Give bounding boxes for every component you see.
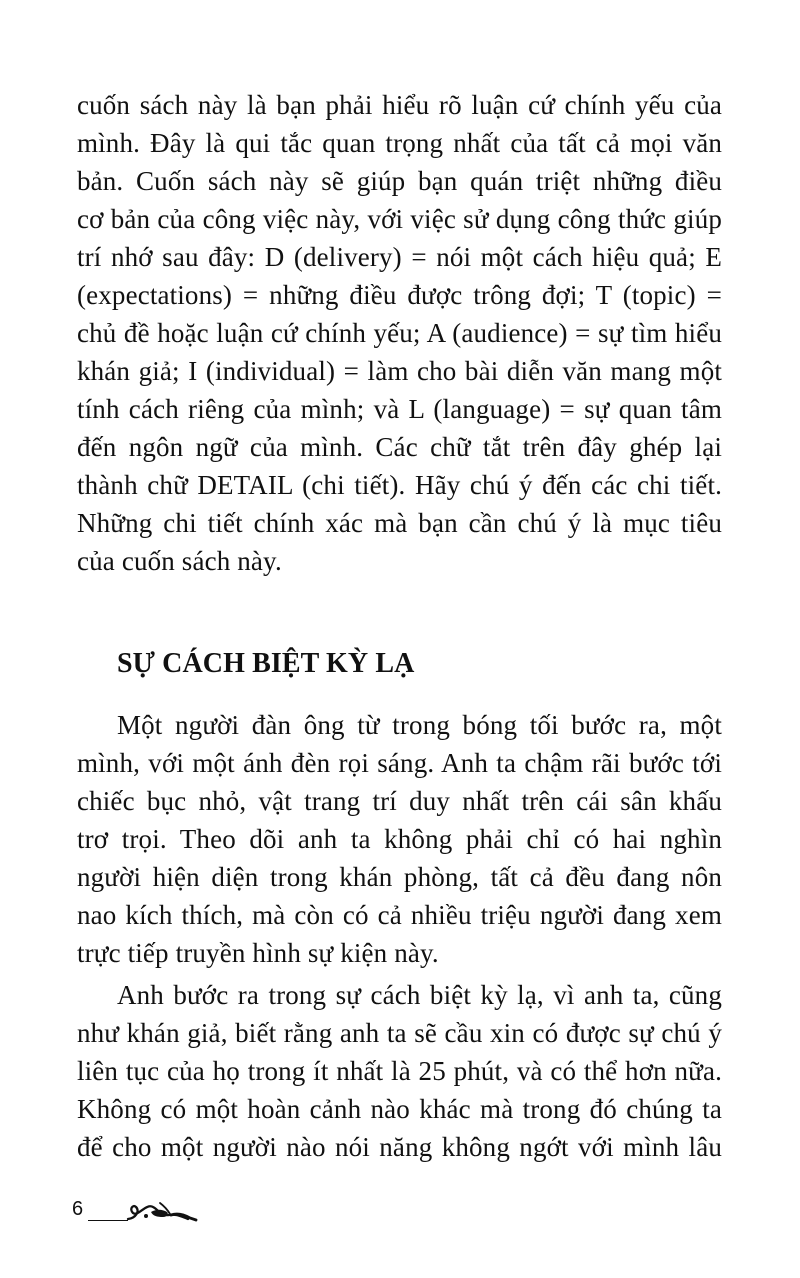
body-line: thành chữ DETAIL (chi tiết). Hãy chú ý đến các chi tiết. [77,470,722,500]
paragraph-two-line: liên tục của họ trong ít nhất là 25 phút, và có thể hơn nữa. [77,1056,722,1086]
body-line: tính cách riêng của mình; và L (language) = sự quan tâm [77,394,722,424]
paragraph-one-line: chiếc bục nhỏ, vật trang trí duy nhất trên cái sân khấu [77,786,722,816]
paragraph-one-line: người hiện diện trong khán phòng, tất cả đều đang nôn [77,862,722,892]
body-line: cuốn sách này là bạn phải hiểu rõ luận cứ chính yếu của [77,90,722,120]
body-line: (expectations) = những điều được trông đợi; T (topic) = [77,280,722,310]
body-line: Những chi tiết chính xác mà bạn cần chú ý là mục tiêu [77,508,722,538]
body-line: của cuốn sách này. [77,546,282,576]
paragraph-two-line: Anh bước ra trong sự cách biệt kỳ lạ, vì anh ta, cũng [117,980,722,1010]
section-heading: SỰ CÁCH BIỆT KỲ LẠ [117,648,415,679]
body-line: đến ngôn ngữ của mình. Các chữ tắt trên đây ghép lại [77,432,722,462]
paragraph-one-line: Một người đàn ông từ trong bóng tối bước ra, một [117,710,722,740]
body-line: chủ đề hoặc luận cứ chính yếu; A (audience) = sự tìm hiểu [77,318,722,348]
hand-drawn-flourish-icon [122,1185,200,1225]
page-number: 6 [72,1198,84,1220]
body-line: khán giả; I (individual) = làm cho bài diễn văn mang một [77,356,722,386]
paragraph-one-line: trơ trọi. Theo dõi anh ta không phải chỉ có hai nghìn [77,824,722,854]
body-line: mình. Đây là qui tắc quan trọng nhất của tất cả mọi văn [77,128,722,158]
paragraph-two-line: để cho một người nào nói năng không ngớt với mình lâu [77,1132,722,1162]
paragraph-two-line: Không có một hoàn cảnh nào khác mà trong đó chúng ta [77,1094,722,1124]
paragraph-two-line: như khán giả, biết rằng anh ta sẽ cầu xin có được sự chú ý [77,1018,722,1048]
body-line: trí nhớ sau đây: D (delivery) = nói một cách hiệu quả; E [77,242,722,272]
paragraph-one-line: mình, với một ánh đèn rọi sáng. Anh ta chậm rãi bước tới [77,748,722,778]
paragraph-one-line: nao kích thích, mà còn có cả nhiều triệu người đang xem [77,900,722,930]
page-footer [72,1185,212,1225]
body-line: cơ bản của công việc này, với việc sử dụng công thức giúp [77,204,722,234]
body-line: bản. Cuốn sách này sẽ giúp bạn quán triệt những điều [77,166,722,196]
paragraph-one-line: trực tiếp truyền hình sự kiện này. [77,938,439,968]
